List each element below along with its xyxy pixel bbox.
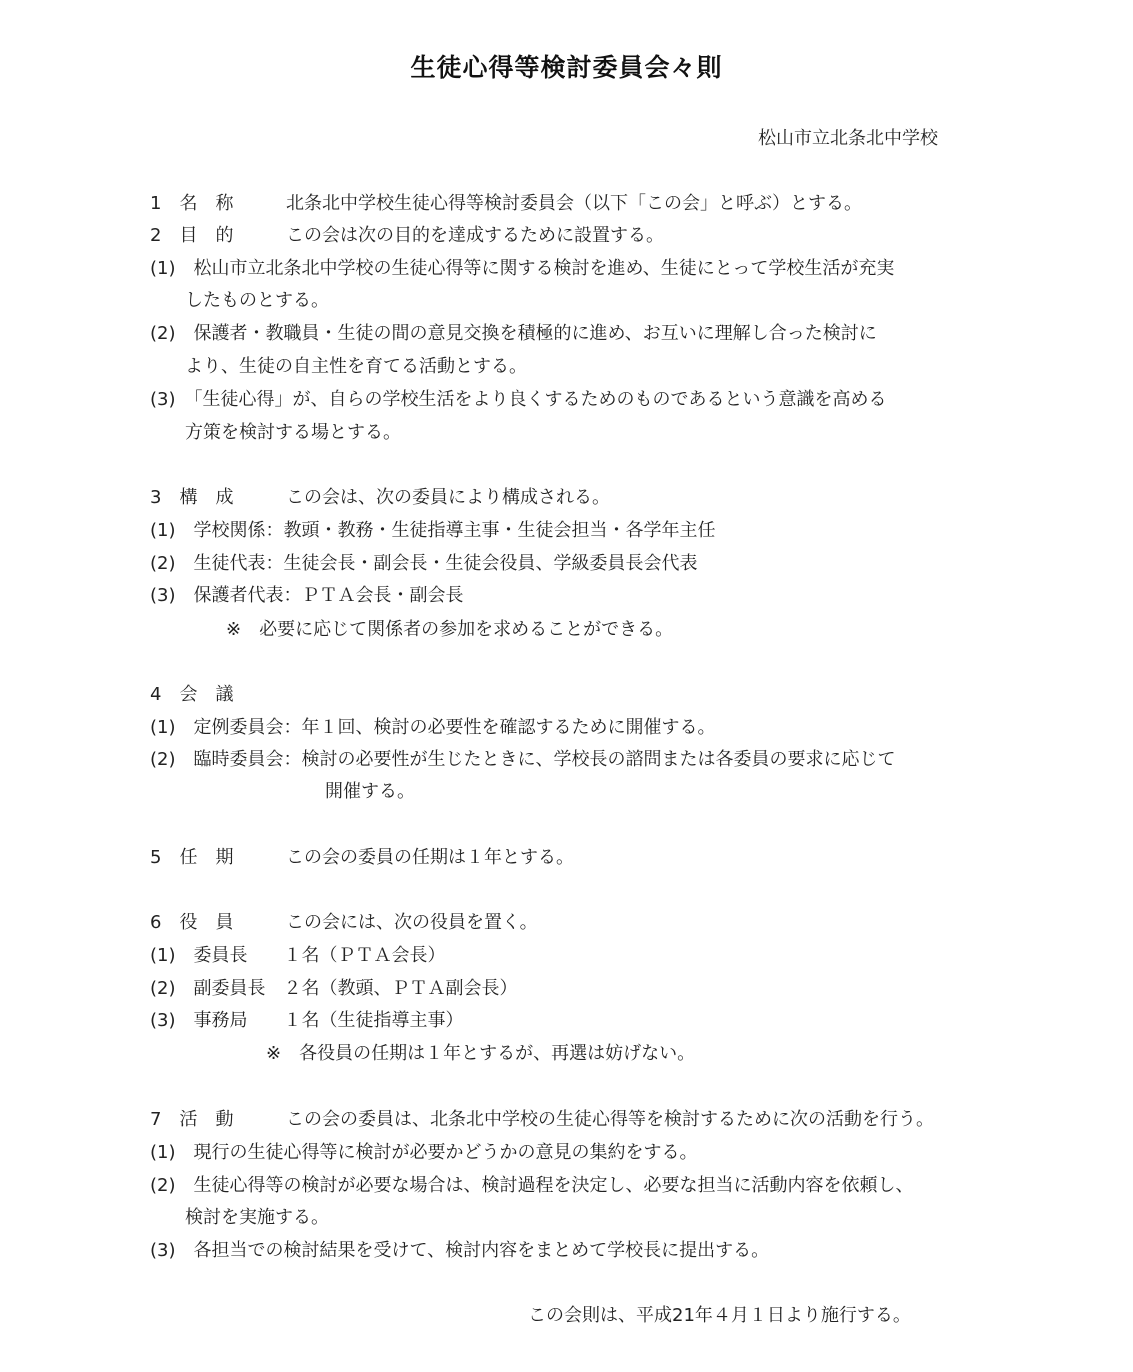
section-2-item-1-cont: したものとする。 xyxy=(185,290,329,311)
section-3-item-1: (1) 学校関係：教頭・教務・生徒指導主事・生徒会担当・各学年主任 xyxy=(150,520,716,541)
section-2-item-3-cont: 方策を検討する場とする。 xyxy=(185,422,401,443)
section-2-heading: 2 目 的 xyxy=(150,225,234,246)
section-6-text: この会には、次の役員を置く。 xyxy=(286,912,538,933)
section-1-text: 北条北中学校生徒心得等検討委員会（以下「この会」と呼ぶ）とする。 xyxy=(286,193,862,214)
section-5-heading: 5 任 期 xyxy=(150,847,234,868)
section-7-heading: 7 活 動 xyxy=(150,1109,234,1130)
school-name: 松山市立北条北中学校 xyxy=(758,128,938,149)
enforcement-date: この会則は、平成21年４月１日より施行する。 xyxy=(528,1305,911,1326)
section-7-text: この会の委員は、北条北中学校の生徒心得等を検討するために次の活動を行う。 xyxy=(286,1109,934,1130)
section-7-item-2: (2) 生徒心得等の検討が必要な場合は、検討過程を決定し、必要な担当に活動内容を依頼し、 xyxy=(150,1175,914,1196)
section-3-heading: 3 構 成 xyxy=(150,487,234,508)
section-2-item-2: (2) 保護者・教職員・生徒の間の意見交換を積極的に進め、お互いに理解し合った検討に xyxy=(150,323,877,344)
section-4-item-1: (1) 定例委員会：年１回、検討の必要性を確認するために開催する。 xyxy=(150,717,716,738)
document-title: 生徒心得等検討委員会々則 xyxy=(410,53,723,82)
section-4-item-2-cont: 開催する。 xyxy=(325,781,415,802)
section-7-item-1: (1) 現行の生徒心得等に検討が必要かどうかの意見の集約をする。 xyxy=(150,1142,698,1163)
section-7-item-3: (3) 各担当での検討結果を受けて、検討内容をまとめて学校長に提出する。 xyxy=(150,1240,770,1261)
section-6-heading: 6 役 員 xyxy=(150,912,234,933)
section-6-note: ※ 各役員の任期は１年とするが、再選は妨げない。 xyxy=(266,1043,696,1064)
section-2-text: この会は次の目的を達成するために設置する。 xyxy=(286,225,664,246)
section-3-item-2: (2) 生徒代表：生徒会長・副会長・生徒会役員、学級委員長会代表 xyxy=(150,553,698,574)
section-7-item-2-cont: 検討を実施する。 xyxy=(185,1207,329,1228)
section-3-note: ※ 必要に応じて関係者の参加を求めることができる。 xyxy=(226,619,674,640)
section-6-item-1: (1) 委員長 １名（ＰＴＡ会長） xyxy=(150,945,446,966)
section-2-item-1: (1) 松山市立北条北中学校の生徒心得等に関する検討を進め、生徒にとって学校生活が充実 xyxy=(150,258,895,279)
section-4-item-2: (2) 臨時委員会：検討の必要性が生じたときに、学校長の諮問または各委員の要求に応じて xyxy=(150,749,896,770)
section-6-item-2: (2) 副委員長 ２名（教頭、ＰＴＡ副会長） xyxy=(150,978,518,999)
section-3-text: この会は、次の委員により構成される。 xyxy=(286,487,610,508)
section-2-item-3: (3) 「生徒心得」が、自らの学校生活をより良くするためのものであるという意識を高める xyxy=(150,389,887,410)
section-5-text: この会の委員の任期は１年とする。 xyxy=(286,847,574,868)
section-6-item-3: (3) 事務局 １名（生徒指導主事） xyxy=(150,1010,464,1031)
section-2-item-2-cont: より、生徒の自主性を育てる活動とする。 xyxy=(185,356,527,377)
section-4-heading: 4 会 議 xyxy=(150,684,234,705)
section-3-item-3: (3) 保護者代表：ＰＴＡ会長・副会長 xyxy=(150,585,464,606)
section-1-heading: 1 名 称 xyxy=(150,193,234,214)
